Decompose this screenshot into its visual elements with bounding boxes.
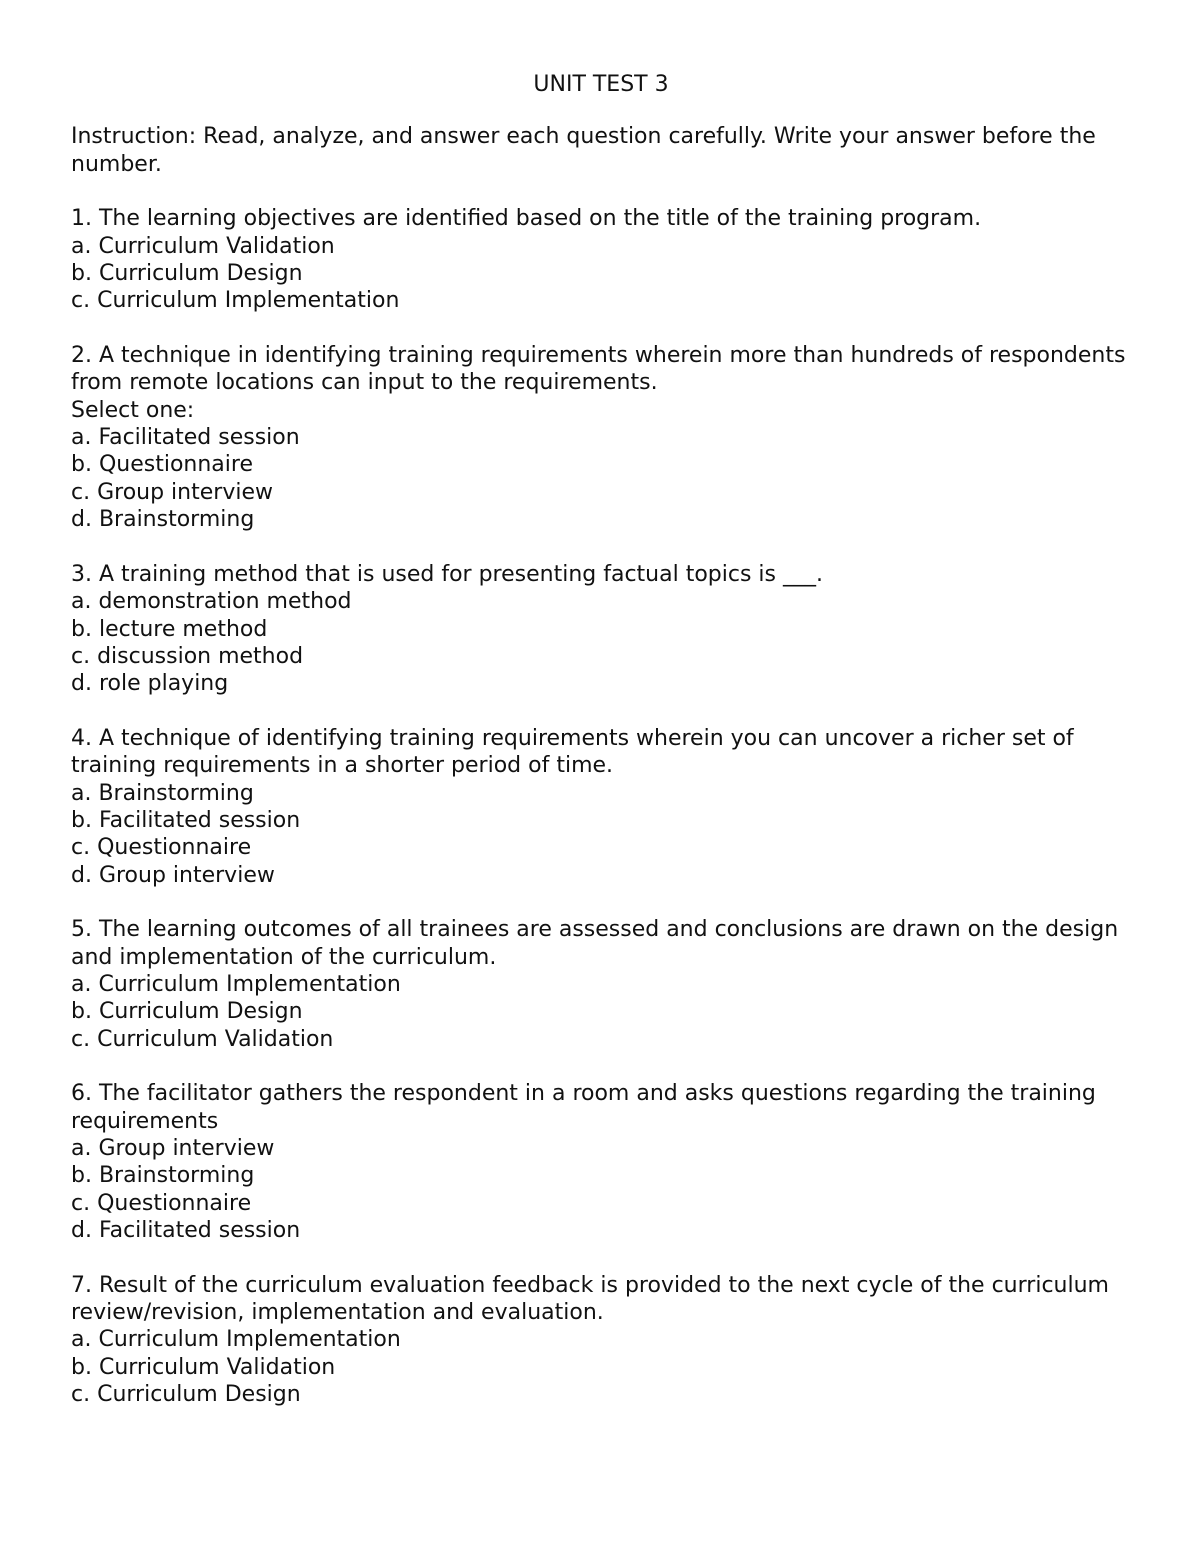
answer-option: b. Facilitated session (71, 807, 301, 833)
answer-option: b. Curriculum Validation (71, 1354, 336, 1380)
question-stem: 7. Result of the curriculum evaluation feedback is provided to the next cycle of the curriculum review/revision, implementation and evaluation. (71, 1272, 1109, 1326)
question-stem: 5. The learning outcomes of all trainees are assessed and conclusions are drawn on the design and implementation of the curriculum. (71, 917, 1119, 970)
answer-option: c. Questionnaire (71, 835, 252, 861)
answer-option: a. Brainstorming (71, 780, 254, 806)
question-3 (71, 561, 1131, 698)
answer-option: d. role playing (71, 671, 229, 697)
answer-option: c. discussion method (71, 643, 304, 669)
question-stem: 4. A technique of identifying training requirements wherein you can uncover a richer set of training requirements in a shorter period of time. (71, 725, 1074, 779)
answer-option: d. Brainstorming (71, 507, 255, 533)
select-one-label: Select one: (71, 397, 195, 423)
question-stem: 1. The learning objectives are identified based on the title of the training program. (71, 206, 982, 232)
instruction-text: Instruction: Read, analyze, and answer each question carefully. Write your answer before the number. (71, 124, 1096, 177)
answer-option: a. Curriculum Implementation (71, 1327, 401, 1353)
question-2 (71, 342, 1131, 534)
answer-option: a. Facilitated session (71, 425, 300, 451)
answer-option: c. Curriculum Validation (71, 1026, 334, 1052)
document-page (71, 71, 1131, 1436)
answer-option: c. Group interview (71, 479, 273, 505)
answer-option: c. Questionnaire (71, 1190, 252, 1216)
question-1 (71, 205, 1131, 315)
answer-option: d. Group interview (71, 862, 275, 888)
question-stem: 3. A training method that is used for presenting factual topics is ___. (71, 561, 823, 587)
question-4 (71, 725, 1131, 889)
question-7 (71, 1272, 1131, 1409)
answer-option: b. Curriculum Design (71, 999, 303, 1025)
question-5 (71, 916, 1131, 1053)
page-title: UNIT TEST 3 (533, 72, 669, 97)
answer-option: b. Brainstorming (71, 1163, 255, 1189)
answer-option: b. Curriculum Design (71, 261, 303, 287)
answer-option: a. demonstration method (71, 589, 352, 615)
answer-option: c. Curriculum Design (71, 1382, 301, 1408)
answer-option: b. lecture method (71, 616, 268, 642)
answer-option: c. Curriculum Implementation (71, 288, 400, 314)
question-6 (71, 1080, 1131, 1244)
answer-option: a. Curriculum Validation (71, 233, 335, 259)
answer-option: a. Curriculum Implementation (71, 971, 401, 997)
answer-option: d. Facilitated session (71, 1218, 301, 1244)
question-stem: 6. The facilitator gathers the respondent in a room and asks questions regarding the training requirements (71, 1081, 1096, 1134)
question-list (71, 205, 1131, 1408)
answer-option: b. Questionnaire (71, 452, 253, 478)
question-stem: 2. A technique in identifying training requirements wherein more than hundreds of respondents from remote locations can input to the requirements. (71, 342, 1126, 396)
answer-option: a. Group interview (71, 1136, 275, 1161)
